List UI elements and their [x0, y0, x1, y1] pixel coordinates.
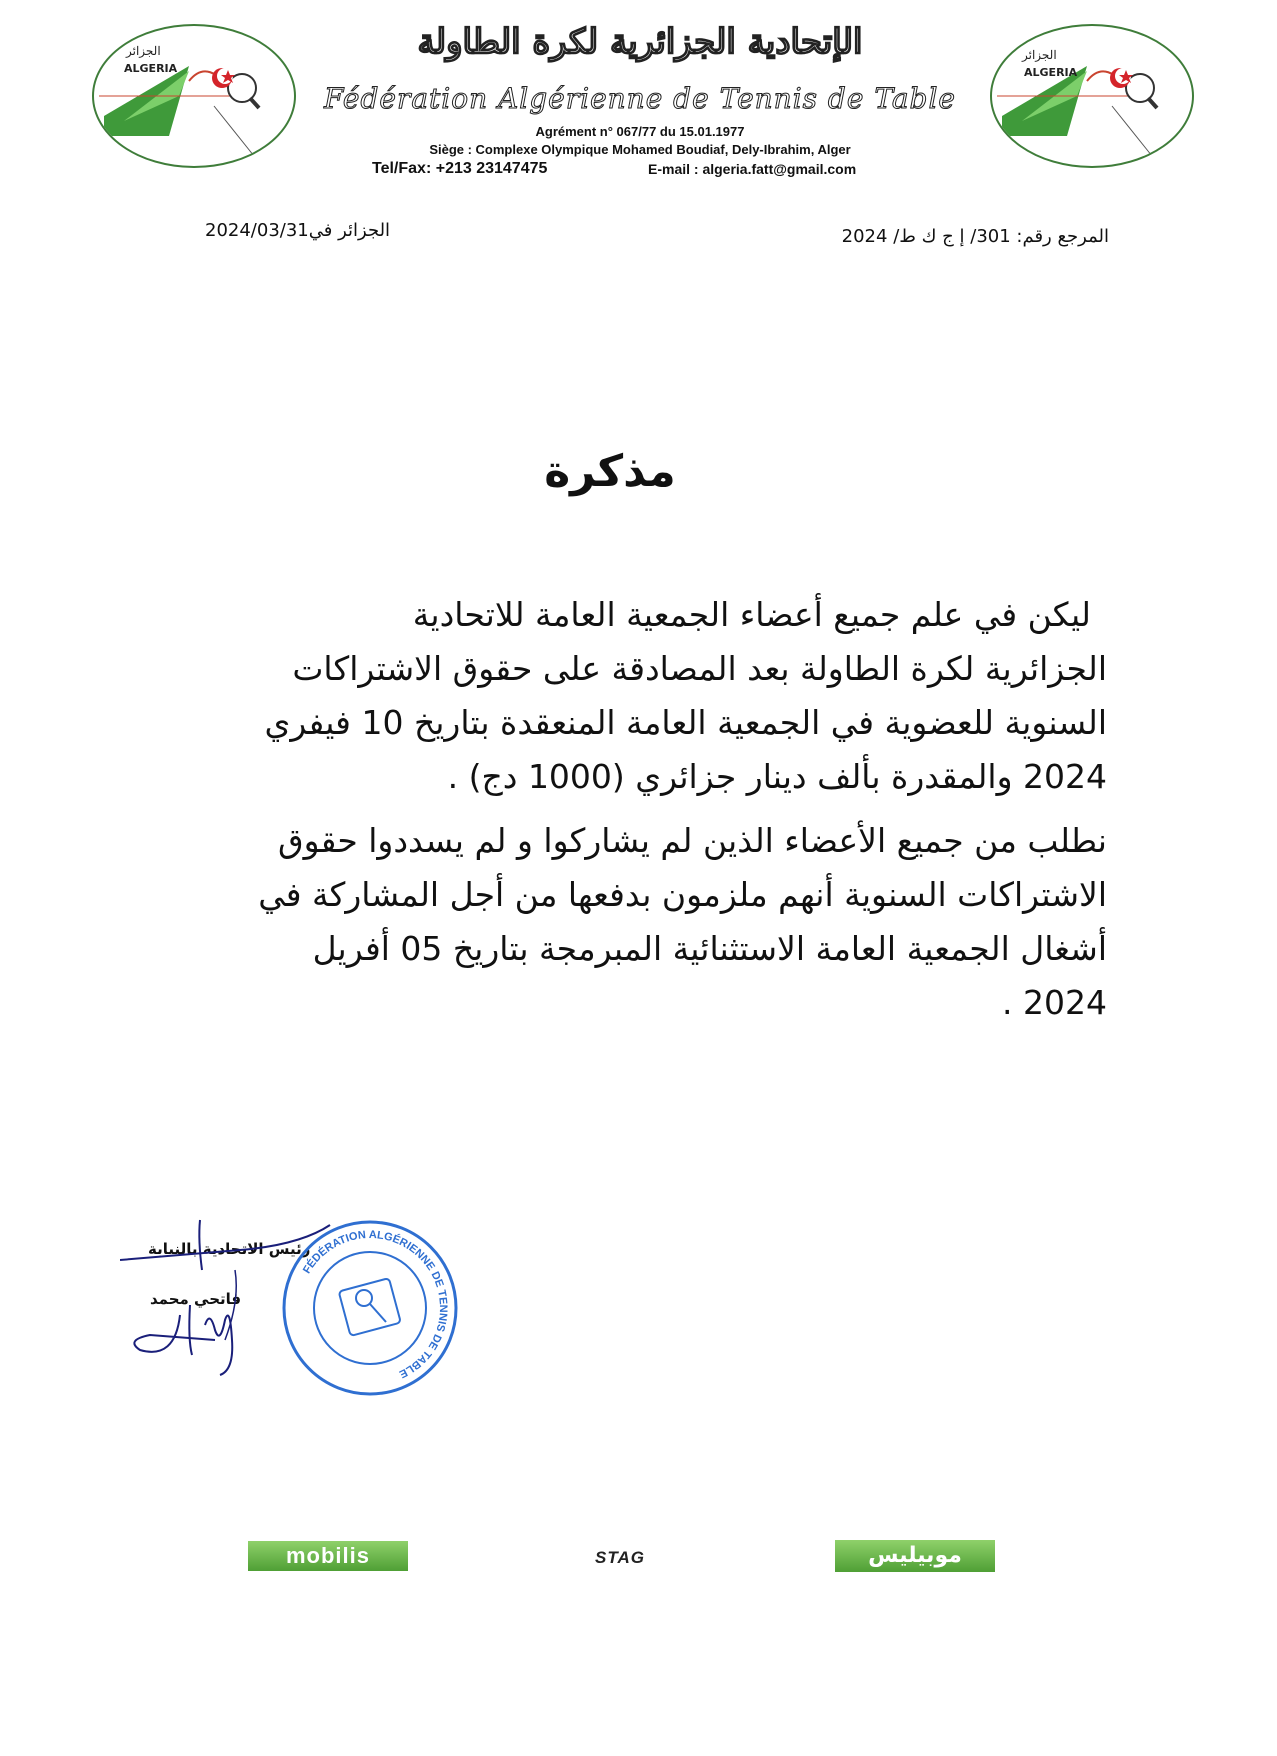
sponsor-mobilis-arabic-logo: موبيليس — [835, 1540, 995, 1572]
agrement-number: Agrément n° 067/77 du 15.01.1977 — [535, 124, 745, 139]
paragraph-2 — [147, 814, 1107, 1030]
stamp-text: FÉDÉRATION ALGÉRIENNE DE TENNIS DE TABLE — [300, 1228, 450, 1381]
signatory-name: فاتحي محمد — [150, 1290, 242, 1308]
email-address: E-mail : algeria.fatt@gmail.com — [648, 161, 857, 177]
logo-english-word: ALGERIA — [124, 62, 178, 75]
handwritten-signature — [120, 1210, 340, 1380]
paragraph-line: الجزائرية لكرة الطاولة بعد المصادقة على حقوق الاشتراكات — [292, 649, 1107, 688]
memo-body — [147, 588, 1107, 1030]
paragraph-line: نطلب من جميع الأعضاء الذين لم يشاركوا و لم يسددوا حقوق — [278, 821, 1107, 860]
federation-name-arabic: الإتحادية الجزائرية لكرة الطاولة — [417, 22, 863, 62]
paragraph-line: أشغال الجمعية العامة الاستثنائية المبرمجة بتاريخ 05 أفريل — [312, 929, 1107, 968]
document-title: مذكرة — [544, 446, 676, 497]
federation-logo-left — [92, 24, 296, 168]
paragraph-line: 2024 . — [1002, 983, 1107, 1022]
logo-english-word: ALGERIA — [1024, 66, 1078, 79]
document-date: الجزائر في2024/03/31 — [205, 220, 391, 241]
paragraph-1-continued — [147, 642, 1107, 804]
paragraph-line: الاشتراكات السنوية أنهم ملزمون بدفعها من أجل المشاركة في — [258, 875, 1107, 914]
sponsor-mobilis-logo: mobilis — [248, 1541, 408, 1571]
federation-logo-right — [990, 24, 1194, 168]
table-tennis-emblem-icon — [94, 26, 294, 166]
logo-arabic-word: الجزائر — [1022, 48, 1057, 62]
paragraph-line: 2024 والمقدرة بألف دينار جزائري (1000 دج) . — [447, 757, 1107, 796]
paragraph-line: ليكن في علم جميع أعضاء الجمعية العامة للاتحادية — [412, 595, 1091, 634]
table-tennis-emblem-icon — [992, 26, 1192, 166]
federation-name-french: Fédération Algérienne de Tennis de Table — [324, 82, 956, 115]
paragraph-1 — [147, 588, 1091, 642]
signatory-title: رئيس الاتحادية بالنيابة — [148, 1240, 311, 1258]
headquarters-address: Siège : Complexe Olympique Mohamed Boudiaf, Dely-Ibrahim, Alger — [429, 142, 851, 157]
paragraph-line: السنوية للعضوية في الجمعية العامة المنعقدة بتاريخ 10 فيفري — [264, 703, 1107, 742]
logo-arabic-word: الجزائر — [126, 44, 161, 58]
tel-fax: Tel/Fax: +213 23147475 — [372, 160, 548, 177]
reference-number: المرجع رقم: 301/ إ ج ك ط/ 2024 — [841, 226, 1109, 247]
sponsor-stag-logo: STAG — [595, 1548, 645, 1567]
